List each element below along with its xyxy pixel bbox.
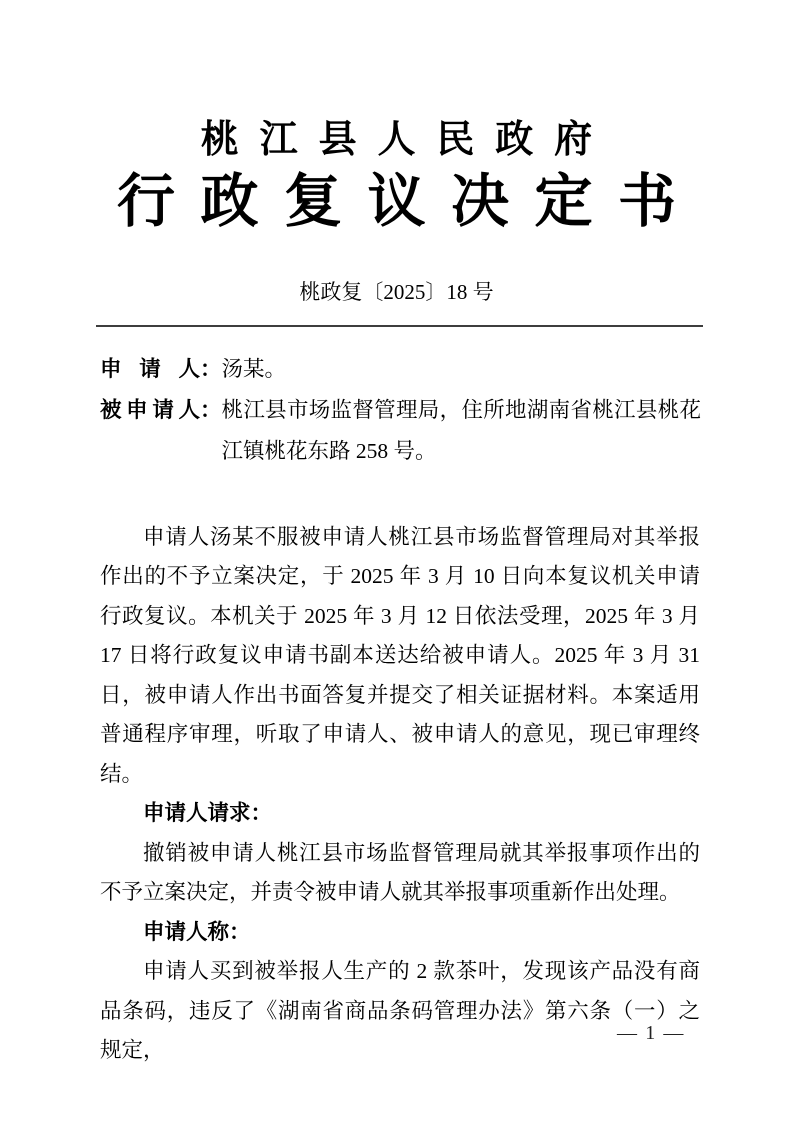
party-row [100, 390, 701, 472]
header-divider [96, 325, 703, 327]
party-label-char: 人 [178, 397, 200, 422]
document-type-title: 行政复议决定书 [116, 168, 702, 234]
party-label-char: 被 [100, 397, 122, 422]
issuing-authority-title: 桃江县人民政府 [200, 119, 614, 161]
body-paragraph: 申请人买到被举报人生产的 2 款茶叶，发现该产品没有商品条码，违反了《湖南省商品条码管理办法》第六条（一）之规定， [100, 959, 700, 1063]
section-heading: 申请人请求： [143, 801, 273, 826]
body-paragraph: 撤销被申请人桃江县市场监督管理局就其举报事项作出的不予立案决定，并责令被申请人就其举报事项重新作出处理。 [100, 840, 700, 905]
party-label-colon: ： [200, 397, 222, 422]
party-label-char: 请 [152, 397, 174, 422]
page-number: — 1 — [617, 1022, 685, 1044]
party-content: 桃江县市场监督管理局，住所地湖南省桃江县桃花江镇桃花东路 258 号。 [221, 397, 701, 463]
section-heading: 申请人称： [143, 919, 251, 944]
party-content: 汤某。 [221, 356, 287, 381]
parties-section [100, 349, 701, 472]
party-row [100, 349, 701, 390]
document-number: 桃政复〔2025〕18 号 [299, 279, 494, 304]
party-label-colon: ： [200, 356, 222, 381]
party-label-char: 人 [178, 356, 200, 381]
party-label-char: 申 [126, 397, 148, 422]
party-label-char: 申 [100, 356, 122, 381]
party-label [100, 390, 200, 431]
party-label-char: 请 [139, 356, 161, 381]
document-body [100, 518, 700, 1071]
body-paragraph: 申请人汤某不服被申请人桃江县市场监督管理局对其举报作出的不予立案决定，于 2025 年 3 月 10 日向本复议机关申请行政复议。本机关于 2025 年 3 月 12 日依法受理，2025 年 3 月 17 日将行政复议申请书副本送达给被申请人。2025 年 3 月 31 日，被申请人作出书面答复并提交了相关证据材料。本案适用普通程序审理，听取了申请人、被申请人的意见，现已审理终结。 [100, 524, 700, 786]
party-label [100, 349, 200, 390]
